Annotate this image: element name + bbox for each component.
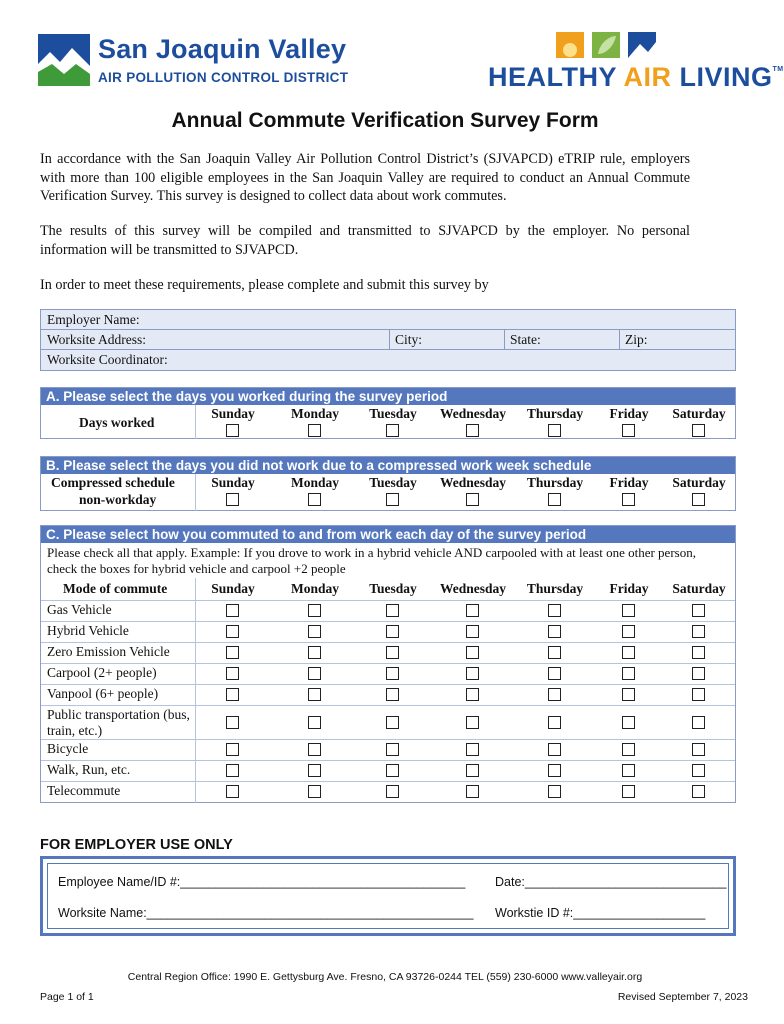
mode-hybrid-vehicle-thursday-checkbox[interactable] xyxy=(548,625,561,638)
mode-carpool-2-people-sunday-checkbox[interactable] xyxy=(226,667,239,680)
mode-vanpool-6-people-monday-checkbox[interactable] xyxy=(308,688,321,701)
employer-use-title: FOR EMPLOYER USE ONLY xyxy=(40,837,233,853)
section-c-day-friday: Friday xyxy=(609,581,649,596)
state-label: State: xyxy=(510,332,541,347)
days-worked-wednesday-checkbox[interactable] xyxy=(466,424,479,437)
mode-gas-vehicle-thursday-checkbox[interactable] xyxy=(548,604,561,617)
section-a-day-sunday: Sunday xyxy=(211,406,255,421)
mode-zero-emission-vehicle-tuesday-checkbox[interactable] xyxy=(386,646,399,659)
section-c-heading: C. Please select how you commuted to and from work each day of the survey period xyxy=(41,526,735,543)
section-b-day-wednesday: Wednesday xyxy=(439,475,507,490)
days-worked-monday-checkbox[interactable] xyxy=(308,424,321,437)
sjvapcd-logo xyxy=(38,34,349,90)
page-number: Page 1 of 1 xyxy=(40,991,94,1003)
worksite-id-field[interactable]: Workstie ID #:___________________ xyxy=(495,906,706,920)
mode-carpool-2-people-wednesday-checkbox[interactable] xyxy=(466,667,479,680)
section-b-day-thursday: Thursday xyxy=(526,475,584,490)
mode-vanpool-6-people-friday-checkbox[interactable] xyxy=(622,688,635,701)
mountain-logo-icon xyxy=(38,34,90,86)
days-worked-tuesday-checkbox[interactable] xyxy=(386,424,399,437)
mode-telecommute-monday-checkbox[interactable] xyxy=(308,785,321,798)
employee-name-field[interactable]: Employee Name/ID #:_________________________________________ xyxy=(58,875,466,889)
section-c-day-saturday: Saturday xyxy=(672,581,726,596)
worksite-coordinator-label: Worksite Coordinator: xyxy=(47,352,168,367)
section-a-day-wednesday: Wednesday xyxy=(439,406,507,421)
mode-label: Telecommute xyxy=(47,783,121,798)
mode-bicycle-tuesday-checkbox[interactable] xyxy=(386,743,399,756)
mode-label: Walk, Run, etc. xyxy=(47,762,131,777)
compressed-nonworkday-sunday-checkbox[interactable] xyxy=(226,493,239,506)
employer-use-box xyxy=(40,856,736,936)
section-b-day-saturday: Saturday xyxy=(672,475,726,490)
healthy-air-living-icons xyxy=(556,30,666,60)
mode-public-transportation-bus-train-etc-thursday-checkbox[interactable] xyxy=(548,716,561,729)
compressed-nonworkday-friday-checkbox[interactable] xyxy=(622,493,635,506)
footer-address: Central Region Office: 1990 E. Gettysburg Ave. Fresno, CA 93726-0244 TEL (559) 230-6000 www.valleyair.org xyxy=(127,971,643,983)
mode-telecommute-tuesday-checkbox[interactable] xyxy=(386,785,399,798)
section-c-day-thursday: Thursday xyxy=(526,581,584,596)
mode-vanpool-6-people-saturday-checkbox[interactable] xyxy=(692,688,705,701)
section-c-day-sunday: Sunday xyxy=(211,581,255,596)
mode-bicycle-friday-checkbox[interactable] xyxy=(622,743,635,756)
city-label: City: xyxy=(395,332,423,347)
mode-carpool-2-people-thursday-checkbox[interactable] xyxy=(548,667,561,680)
mode-zero-emission-vehicle-thursday-checkbox[interactable] xyxy=(548,646,561,659)
non-workday-label: non-workday xyxy=(79,492,157,507)
results-paragraph: The results of this survey will be compiled and transmitted to SJVAPCD by the employer. No personal information will be transmitted to SJVAPCD. xyxy=(40,223,690,258)
section-a-day-thursday: Thursday xyxy=(526,406,584,421)
section-a-day-monday: Monday xyxy=(290,406,339,421)
mode-walk-run-etc-saturday-checkbox[interactable] xyxy=(692,764,705,777)
healthy-air-living-logo xyxy=(488,30,784,92)
mode-gas-vehicle-saturday-checkbox[interactable] xyxy=(692,604,705,617)
mode-walk-run-etc-wednesday-checkbox[interactable] xyxy=(466,764,479,777)
mode-telecommute-thursday-checkbox[interactable] xyxy=(548,785,561,798)
date-field[interactable]: Date:_____________________________ xyxy=(495,875,727,889)
mode-vanpool-6-people-thursday-checkbox[interactable] xyxy=(548,688,561,701)
mode-walk-run-etc-monday-checkbox[interactable] xyxy=(308,764,321,777)
worksite-address-row[interactable] xyxy=(41,330,735,350)
district-name: San Joaquin Valley xyxy=(98,34,347,64)
zip-label: Zip: xyxy=(625,332,648,347)
mode-label: Hybrid Vehicle xyxy=(47,623,129,638)
section-a-day-saturday: Saturday xyxy=(672,406,726,421)
mode-gas-vehicle-wednesday-checkbox[interactable] xyxy=(466,604,479,617)
mode-zero-emission-vehicle-friday-checkbox[interactable] xyxy=(622,646,635,659)
days-worked-saturday-checkbox[interactable] xyxy=(692,424,705,437)
worksite-address-label: Worksite Address: xyxy=(47,332,147,347)
section-c-day-wednesday: Wednesday xyxy=(439,581,507,596)
section-b xyxy=(40,456,736,511)
mode-public-transportation-bus-train-etc-tuesday-checkbox[interactable] xyxy=(386,716,399,729)
mode-telecommute-saturday-checkbox[interactable] xyxy=(692,785,705,798)
hal-word-living: LIVING xyxy=(671,62,773,92)
mode-bicycle-monday-checkbox[interactable] xyxy=(308,743,321,756)
section-a-day-friday: Friday xyxy=(609,406,649,421)
worksite-coordinator-row[interactable] xyxy=(41,350,735,370)
mode-label: Gas Vehicle xyxy=(47,602,112,617)
mode-walk-run-etc-tuesday-checkbox[interactable] xyxy=(386,764,399,777)
employer-name-row[interactable] xyxy=(41,310,735,330)
compressed-nonworkday-monday-checkbox[interactable] xyxy=(308,493,321,506)
section-b-heading: B. Please select the days you did not work due to a compressed work week schedule xyxy=(41,457,735,474)
mode-label: Carpool (2+ people) xyxy=(47,665,157,680)
days-worked-label: Days worked xyxy=(79,415,155,430)
intro-paragraph: In accordance with the San Joaquin Valley Air Pollution Control District’s (SJVAPCD) eTRIP rule, employers with more than 100 eligible employees in the San Joaquin Valley are required to conduct an Annual Commute Verification Survey. This survey is designed to collect data about work commutes. xyxy=(40,151,690,204)
compressed-nonworkday-tuesday-checkbox[interactable] xyxy=(386,493,399,506)
section-b-day-tuesday: Tuesday xyxy=(369,475,417,490)
section-b-day-monday: Monday xyxy=(290,475,339,490)
mode-label: Public transportation (bus, train, etc.) xyxy=(47,707,190,738)
mode-hybrid-vehicle-tuesday-checkbox[interactable] xyxy=(386,625,399,638)
mode-public-transportation-bus-train-etc-wednesday-checkbox[interactable] xyxy=(466,716,479,729)
mode-hybrid-vehicle-monday-checkbox[interactable] xyxy=(308,625,321,638)
form-title: Annual Commute Verification Survey Form xyxy=(171,109,599,132)
employer-name-label: Employer Name: xyxy=(47,312,140,327)
district-subtitle: AIR POLLUTION CONTROL DISTRICT xyxy=(98,70,349,85)
mode-gas-vehicle-sunday-checkbox[interactable] xyxy=(226,604,239,617)
mode-zero-emission-vehicle-monday-checkbox[interactable] xyxy=(308,646,321,659)
employer-info-box xyxy=(40,309,736,371)
trademark: TM xyxy=(772,66,784,73)
healthy-air-living-wordmark xyxy=(488,62,784,93)
mode-telecommute-wednesday-checkbox[interactable] xyxy=(466,785,479,798)
days-worked-sunday-checkbox[interactable] xyxy=(226,424,239,437)
mode-hybrid-vehicle-friday-checkbox[interactable] xyxy=(622,625,635,638)
mode-hybrid-vehicle-sunday-checkbox[interactable] xyxy=(226,625,239,638)
section-c-note: Please check all that apply. Example: If you drove to work in a hybrid vehicle AND carpooled with at least one other person, check the boxes for hybrid vehicle and carpool +2 people xyxy=(47,545,696,576)
mode-label: Zero Emission Vehicle xyxy=(47,644,170,659)
section-c-day-tuesday: Tuesday xyxy=(369,581,417,596)
mode-gas-vehicle-monday-checkbox[interactable] xyxy=(308,604,321,617)
mode-bicycle-thursday-checkbox[interactable] xyxy=(548,743,561,756)
mode-carpool-2-people-tuesday-checkbox[interactable] xyxy=(386,667,399,680)
mode-walk-run-etc-sunday-checkbox[interactable] xyxy=(226,764,239,777)
mode-vanpool-6-people-sunday-checkbox[interactable] xyxy=(226,688,239,701)
mode-telecommute-sunday-checkbox[interactable] xyxy=(226,785,239,798)
mode-vanpool-6-people-wednesday-checkbox[interactable] xyxy=(466,688,479,701)
mode-public-transportation-bus-train-etc-monday-checkbox[interactable] xyxy=(308,716,321,729)
hal-word-air: AIR xyxy=(623,62,672,92)
revised-date: Revised September 7, 2023 xyxy=(617,991,748,1003)
section-a xyxy=(40,387,736,439)
requirements-paragraph: In order to meet these requirements, please complete and submit this survey by xyxy=(40,277,489,293)
mode-bicycle-sunday-checkbox[interactable] xyxy=(226,743,239,756)
mode-zero-emission-vehicle-sunday-checkbox[interactable] xyxy=(226,646,239,659)
mode-zero-emission-vehicle-wednesday-checkbox[interactable] xyxy=(466,646,479,659)
mode-carpool-2-people-saturday-checkbox[interactable] xyxy=(692,667,705,680)
compressed-schedule-label: Compressed schedule xyxy=(51,475,175,490)
mode-public-transportation-bus-train-etc-sunday-checkbox[interactable] xyxy=(226,716,239,729)
days-worked-friday-checkbox[interactable] xyxy=(622,424,635,437)
hal-word-healthy: HEALTHY xyxy=(488,62,624,92)
mode-carpool-2-people-monday-checkbox[interactable] xyxy=(308,667,321,680)
mode-hybrid-vehicle-saturday-checkbox[interactable] xyxy=(692,625,705,638)
mode-hybrid-vehicle-wednesday-checkbox[interactable] xyxy=(466,625,479,638)
mode-carpool-2-people-friday-checkbox[interactable] xyxy=(622,667,635,680)
section-a-heading: A. Please select the days you worked during the survey period xyxy=(41,388,735,405)
section-c xyxy=(40,525,736,803)
mode-public-transportation-bus-train-etc-friday-checkbox[interactable] xyxy=(622,716,635,729)
mode-vanpool-6-people-tuesday-checkbox[interactable] xyxy=(386,688,399,701)
days-worked-thursday-checkbox[interactable] xyxy=(548,424,561,437)
mode-zero-emission-vehicle-saturday-checkbox[interactable] xyxy=(692,646,705,659)
compressed-nonworkday-saturday-checkbox[interactable] xyxy=(692,493,705,506)
mode-bicycle-saturday-checkbox[interactable] xyxy=(692,743,705,756)
mode-public-transportation-bus-train-etc-saturday-checkbox[interactable] xyxy=(692,716,705,729)
mode-label: Vanpool (6+ people) xyxy=(47,686,159,701)
mode-of-commute-header: Mode of commute xyxy=(63,581,168,596)
compressed-nonworkday-thursday-checkbox[interactable] xyxy=(548,493,561,506)
worksite-name-field[interactable]: Worksite Name:_______________________________________________ xyxy=(58,906,474,920)
section-b-day-sunday: Sunday xyxy=(211,475,255,490)
mode-bicycle-wednesday-checkbox[interactable] xyxy=(466,743,479,756)
mode-walk-run-etc-thursday-checkbox[interactable] xyxy=(548,764,561,777)
mode-telecommute-friday-checkbox[interactable] xyxy=(622,785,635,798)
section-a-day-tuesday: Tuesday xyxy=(369,406,417,421)
section-c-day-monday: Monday xyxy=(290,581,339,596)
section-b-day-friday: Friday xyxy=(609,475,649,490)
compressed-nonworkday-wednesday-checkbox[interactable] xyxy=(466,493,479,506)
mode-label: Bicycle xyxy=(47,741,89,756)
mode-gas-vehicle-tuesday-checkbox[interactable] xyxy=(386,604,399,617)
mode-walk-run-etc-friday-checkbox[interactable] xyxy=(622,764,635,777)
mode-gas-vehicle-friday-checkbox[interactable] xyxy=(622,604,635,617)
